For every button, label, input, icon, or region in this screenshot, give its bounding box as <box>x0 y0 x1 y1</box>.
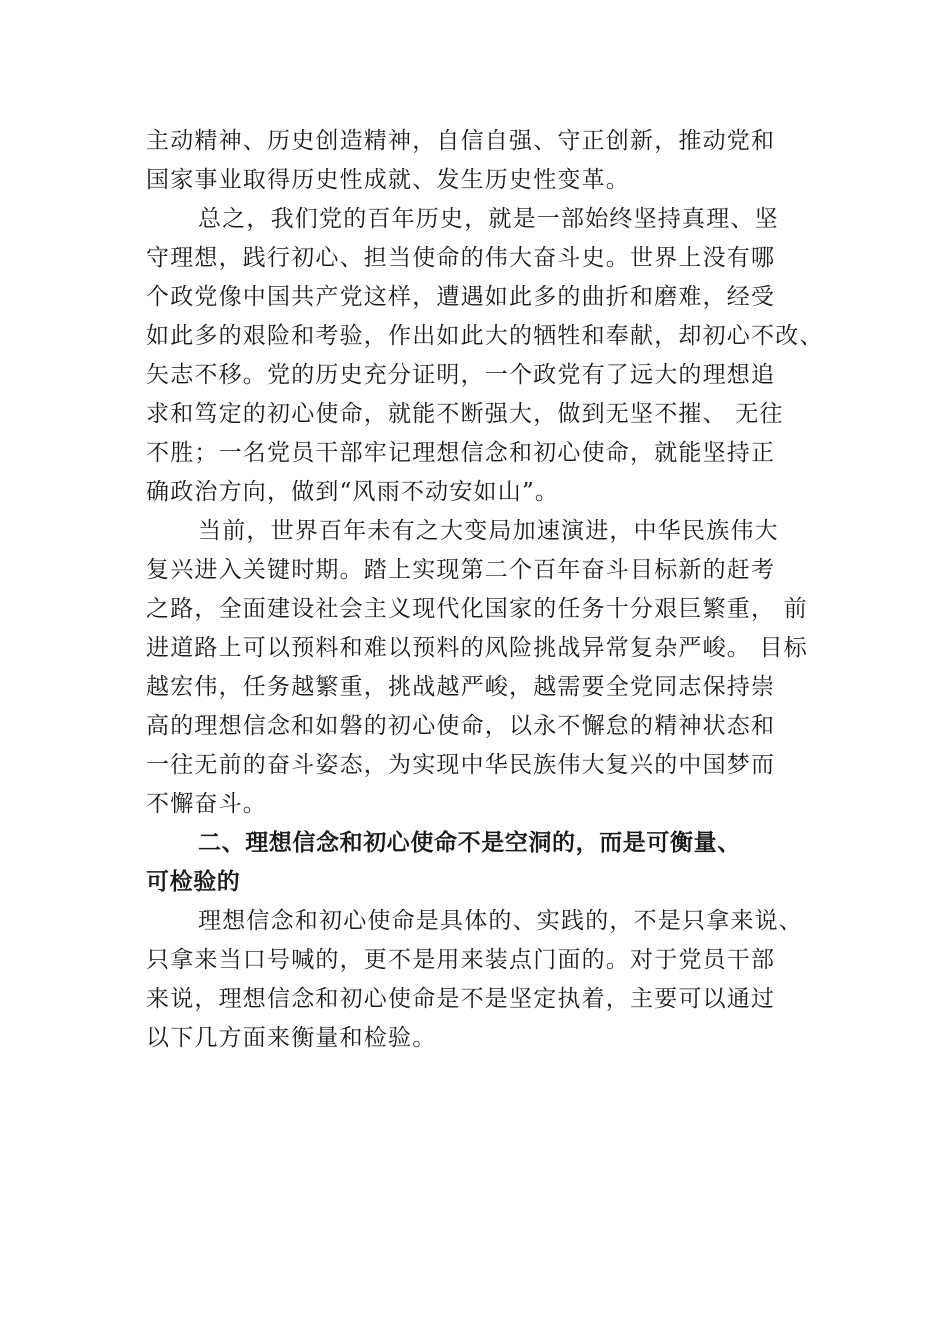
paragraph-current <box>146 512 836 824</box>
text-line: 之路，全面建设社会主义现代化国家的任务十分艰巨繁重， 前 <box>146 596 808 622</box>
text-line: 一往无前的奋斗姿态，为实现中华民族伟大复兴的中国梦而 <box>146 752 776 778</box>
heading-line: 二、理想信念和初心使命不是空洞的，而是可衡量、 <box>198 830 741 856</box>
text-line: 总之，我们党的百年历史，就是一部始终坚持真理、坚 <box>198 206 779 232</box>
section-heading <box>146 824 836 902</box>
text-line: 守理想，践行初心、担当使命的伟大奋斗史。世界上没有哪 <box>146 245 776 271</box>
paragraph-summary <box>146 200 836 512</box>
text-line: 以下几方面来衡量和检验。 <box>146 1025 437 1051</box>
text-line: 只拿来当口号喊的，更不是用来装点门面的。对于党员干部 <box>146 947 776 973</box>
text-line: 矢志不移。党的历史充分证明，一个政党有了远大的理想追 <box>146 362 776 388</box>
text-line: 个政党像中国共产党这样，遭遇如此多的曲折和磨难，经受 <box>146 284 776 310</box>
text-line: 不懈奋斗。 <box>146 791 267 817</box>
text-line: 不胜；一名党员干部牢记理想信念和初心使命，就能坚持正 <box>146 440 776 466</box>
text-line: 进道路上可以预料和难以预料的风险挑战异常复杂严峻。 目标 <box>146 635 808 661</box>
paragraph-continuation <box>146 122 836 200</box>
text-line: 求和笃定的初心使命，就能不断强大，做到无坚不摧、 无往 <box>146 401 784 427</box>
text-line: 理想信念和初心使命是具体的、实践的，不是只拿来说、 <box>198 908 803 934</box>
text-line: 复兴进入关键时期。踏上实现第二个百年奋斗目标新的赶考 <box>146 557 776 583</box>
text-line: 如此多的艰险和考验，作出如此大的牺牲和奉献，却初心不改、 <box>146 323 824 349</box>
text-line: 确政治方向，做到“风雨不动安如山”。 <box>146 479 560 505</box>
document-body <box>146 122 836 1058</box>
text-line: 高的理想信念和如磐的初心使命，以永不懈怠的精神状态和 <box>146 713 776 739</box>
paragraph-measure <box>146 902 836 1058</box>
text-line: 越宏伟，任务越繁重，挑战越严峻，越需要全党同志保持崇 <box>146 674 776 700</box>
text-line: 来说，理想信念和初心使命是不是坚定执着，主要可以通过 <box>146 986 776 1012</box>
text-line: 主动精神、历史创造精神，自信自强、守正创新，推动党和 <box>146 128 776 154</box>
text-line: 当前，世界百年未有之大变局加速演进，中华民族伟大 <box>198 518 779 544</box>
heading-line: 可检验的 <box>146 869 241 895</box>
text-line: 国家事业取得历史性成就、发生历史性变革。 <box>146 167 630 193</box>
